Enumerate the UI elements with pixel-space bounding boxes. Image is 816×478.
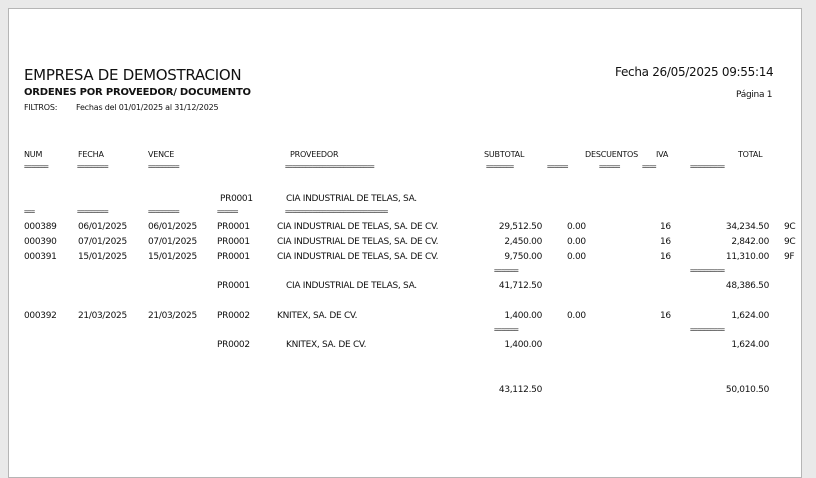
cell-proveedor: KNITEX, SA. DE CV. bbox=[277, 311, 358, 321]
cell-iva: 16 bbox=[660, 222, 671, 232]
cell-num: 000392 bbox=[24, 311, 57, 321]
separator: ====== bbox=[217, 208, 238, 216]
page-number: Página 1 bbox=[736, 90, 773, 100]
separator: ========= bbox=[148, 208, 179, 216]
group-name: CIA INDUSTRIAL DE TELAS, SA. bbox=[286, 194, 417, 204]
subtotal-amount: 1,400.00 bbox=[504, 340, 542, 350]
cell-extra: 9C bbox=[784, 237, 796, 247]
col-vence-header: VENCE bbox=[148, 150, 175, 159]
cell-extra: 9F bbox=[784, 252, 795, 262]
cell-fecha: 06/01/2025 bbox=[78, 222, 127, 232]
cell-subtotal: 2,450.00 bbox=[504, 237, 542, 247]
cell-extra: 9C bbox=[784, 222, 796, 232]
col-iva-header: IVA bbox=[656, 150, 669, 159]
subtotal-code: PR0001 bbox=[217, 281, 250, 291]
cell-vence: 06/01/2025 bbox=[148, 222, 197, 232]
col-total-header: TOTAL bbox=[738, 150, 763, 159]
group-code: PR0001 bbox=[220, 194, 253, 204]
cell-vence: 21/03/2025 bbox=[148, 311, 197, 321]
report-date: Fecha 26/05/2025 09:55:14 bbox=[615, 65, 774, 79]
cell-num: 000391 bbox=[24, 252, 57, 262]
cell-subtotal: 9,750.00 bbox=[504, 252, 542, 262]
separator: ======= bbox=[24, 163, 48, 171]
cell-descuento: 0.00 bbox=[567, 222, 586, 232]
cell-proveedor: CIA INDUSTRIAL DE TELAS, SA. DE CV. bbox=[277, 237, 439, 247]
separator: ========================== bbox=[285, 163, 374, 171]
subtotal-name: KNITEX, SA. DE CV. bbox=[286, 340, 367, 350]
separator: ======= bbox=[494, 326, 518, 334]
cell-iva: 16 bbox=[660, 252, 671, 262]
col-fecha-header: FECHA bbox=[78, 150, 104, 159]
separator: ========= bbox=[148, 163, 179, 171]
separator: ==== bbox=[642, 163, 656, 171]
cell-proveedor: CIA INDUSTRIAL DE TELAS, SA. DE CV. bbox=[277, 222, 439, 232]
separator: ========= bbox=[77, 208, 108, 216]
cell-total: 34,234.50 bbox=[725, 222, 769, 232]
separator: ========== bbox=[690, 163, 725, 171]
col-descuentos-header: DESCUENTOS bbox=[585, 150, 639, 159]
separator: ====== bbox=[547, 163, 568, 171]
grand-subtotal: 43,112.50 bbox=[498, 385, 542, 395]
separator: ======== bbox=[486, 163, 514, 171]
separator: ======= bbox=[494, 267, 518, 275]
separator: === bbox=[24, 208, 35, 216]
cell-descuento: 0.00 bbox=[567, 237, 586, 247]
cell-vence: 15/01/2025 bbox=[148, 252, 197, 262]
cell-descuento: 0.00 bbox=[567, 252, 586, 262]
col-subtotal-header: SUBTOTAL bbox=[484, 150, 525, 159]
filters-value: Fechas del 01/01/2025 al 31/12/2025 bbox=[76, 103, 219, 112]
separator: ============================== bbox=[285, 208, 388, 216]
cell-total: 1,624.00 bbox=[731, 311, 769, 321]
cell-subtotal: 29,512.50 bbox=[498, 222, 542, 232]
cell-code: PR0001 bbox=[217, 237, 250, 247]
report-page bbox=[8, 8, 802, 478]
cell-vence: 07/01/2025 bbox=[148, 237, 197, 247]
cell-fecha: 15/01/2025 bbox=[78, 252, 127, 262]
subtotal-total: 48,386.50 bbox=[725, 281, 769, 291]
cell-code: PR0001 bbox=[217, 252, 250, 262]
cell-fecha: 21/03/2025 bbox=[78, 311, 127, 321]
filters-label: FILTROS: bbox=[24, 103, 58, 112]
cell-iva: 16 bbox=[660, 311, 671, 321]
cell-fecha: 07/01/2025 bbox=[78, 237, 127, 247]
cell-iva: 16 bbox=[660, 237, 671, 247]
col-num-header: NUM bbox=[24, 150, 43, 159]
cell-num: 000390 bbox=[24, 237, 57, 247]
grand-total: 50,010.50 bbox=[725, 385, 769, 395]
cell-descuento: 0.00 bbox=[567, 311, 586, 321]
separator: ========== bbox=[690, 267, 725, 275]
subtotal-amount: 41,712.50 bbox=[498, 281, 542, 291]
separator: ====== bbox=[599, 163, 620, 171]
separator: ========= bbox=[77, 163, 108, 171]
cell-code: PR0002 bbox=[217, 311, 250, 321]
col-proveedor-header: PROVEEDOR bbox=[290, 150, 339, 159]
subtotal-code: PR0002 bbox=[217, 340, 250, 350]
cell-proveedor: CIA INDUSTRIAL DE TELAS, SA. DE CV. bbox=[277, 252, 439, 262]
report-title: ORDENES POR PROVEEDOR/ DOCUMENTO bbox=[24, 87, 251, 98]
subtotal-name: CIA INDUSTRIAL DE TELAS, SA. bbox=[286, 281, 417, 291]
cell-total: 2,842.00 bbox=[731, 237, 769, 247]
subtotal-total: 1,624.00 bbox=[731, 340, 769, 350]
company-name: EMPRESA DE DEMOSTRACION bbox=[24, 66, 242, 84]
cell-subtotal: 1,400.00 bbox=[504, 311, 542, 321]
cell-total: 11,310.00 bbox=[725, 252, 769, 262]
separator: ========== bbox=[690, 326, 725, 334]
cell-code: PR0001 bbox=[217, 222, 250, 232]
cell-num: 000389 bbox=[24, 222, 57, 232]
